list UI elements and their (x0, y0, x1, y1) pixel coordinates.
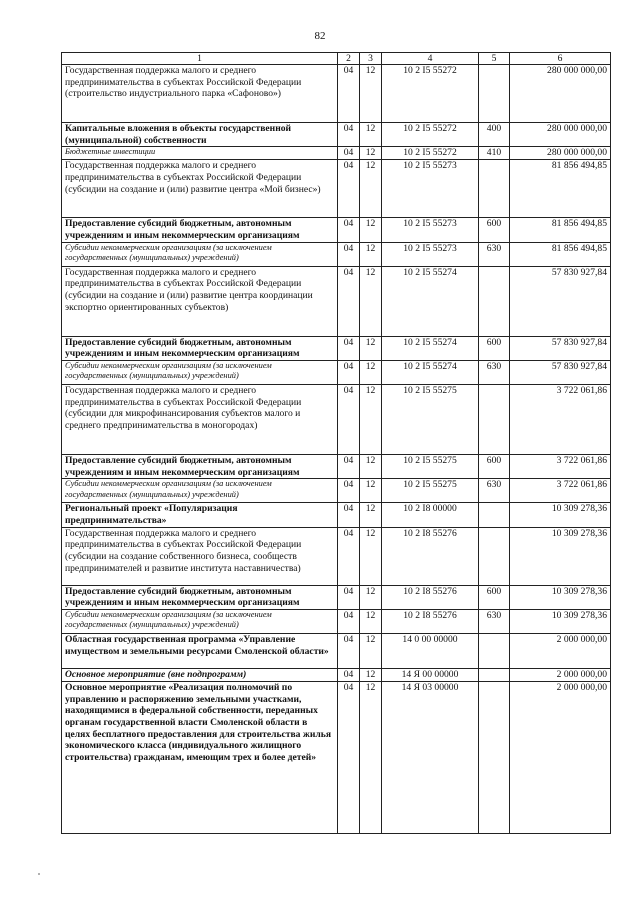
row-section-cell: 04 (338, 585, 360, 609)
row-section-cell: 04 (338, 669, 360, 682)
column-header-3: 3 (360, 53, 382, 65)
column-header-1: 1 (62, 53, 338, 65)
row-name-cell: Предоставление субсидий бюджетным, автономным учреждениям и иным некоммерческим организациям (62, 336, 338, 360)
table-row (62, 669, 611, 682)
row-subsection-cell: 12 (360, 147, 382, 160)
row-amount-cell: 81 856 494,85 (510, 160, 611, 218)
row-target-article-cell: 10 2 I5 55274 (382, 336, 479, 360)
row-target-article-cell: 14 Я 03 00000 (382, 681, 479, 833)
row-amount-cell: 3 722 061,86 (510, 479, 611, 503)
row-subsection-cell: 12 (360, 123, 382, 147)
table-row (62, 218, 611, 242)
row-name-cell: Областная государственная программа «Управление имуществом и земельными ресурсами Смоленской области» (62, 634, 338, 669)
table-row (62, 454, 611, 478)
row-name-cell: Государственная поддержка малого и среднего предпринимательства в субъектах Российской Федерации (субсидии на создание и (или) развитие центра координации экспортно ориентированных субъектов) (62, 266, 338, 336)
row-section-cell: 04 (338, 336, 360, 360)
row-amount-cell: 57 830 927,84 (510, 336, 611, 360)
row-target-article-cell: 10 2 I8 55276 (382, 610, 479, 634)
row-amount-cell: 81 856 494,85 (510, 218, 611, 242)
row-amount-cell: 57 830 927,84 (510, 266, 611, 336)
row-target-article-cell: 10 2 I5 55275 (382, 384, 479, 454)
table-row (62, 610, 611, 634)
row-target-article-cell: 10 2 I5 55273 (382, 218, 479, 242)
row-amount-cell: 3 722 061,86 (510, 454, 611, 478)
budget-table (61, 52, 611, 834)
table-row (62, 585, 611, 609)
row-subsection-cell: 12 (360, 218, 382, 242)
header-row (62, 53, 611, 65)
row-expense-type-cell (479, 503, 510, 527)
table-row (62, 242, 611, 266)
row-section-cell: 04 (338, 266, 360, 336)
row-name-cell: Основное мероприятие (вне подпрограмм) (62, 669, 338, 682)
row-target-article-cell: 10 2 I5 55272 (382, 65, 479, 123)
row-amount-cell: 10 309 278,36 (510, 503, 611, 527)
scan-speck (38, 873, 40, 875)
row-subsection-cell: 12 (360, 681, 382, 833)
row-amount-cell: 81 856 494,85 (510, 242, 611, 266)
row-section-cell: 04 (338, 503, 360, 527)
row-name-cell: Государственная поддержка малого и среднего предпринимательства в субъектах Российской Федерации (субсидии на создание собственного бизнеса, сообществ предпринимателей и развитие института наставничества) (62, 527, 338, 585)
row-name-cell: Региональный проект «Популяризация предпринимательства» (62, 503, 338, 527)
row-expense-type-cell: 400 (479, 123, 510, 147)
row-expense-type-cell (479, 634, 510, 669)
row-expense-type-cell (479, 384, 510, 454)
row-amount-cell: 3 722 061,86 (510, 384, 611, 454)
row-amount-cell: 280 000 000,00 (510, 147, 611, 160)
row-target-article-cell: 10 2 I5 55272 (382, 123, 479, 147)
row-expense-type-cell: 600 (479, 454, 510, 478)
row-target-article-cell: 14 0 00 00000 (382, 634, 479, 669)
row-subsection-cell: 12 (360, 454, 382, 478)
column-header-2: 2 (338, 53, 360, 65)
page-number: 82 (314, 30, 326, 42)
row-expense-type-cell: 600 (479, 585, 510, 609)
row-name-cell: Субсидии некоммерческим организациям (за исключением государственных (муниципальных) учреждений) (62, 479, 338, 503)
row-subsection-cell: 12 (360, 634, 382, 669)
table-row (62, 160, 611, 218)
row-target-article-cell: 10 2 I5 55275 (382, 479, 479, 503)
table-row (62, 360, 611, 384)
row-target-article-cell: 10 2 I5 55275 (382, 454, 479, 478)
row-section-cell: 04 (338, 160, 360, 218)
row-name-cell: Бюджетные инвестиции (62, 147, 338, 160)
table-row (62, 123, 611, 147)
row-section-cell: 04 (338, 527, 360, 585)
row-name-cell: Субсидии некоммерческим организациям (за исключением государственных (муниципальных) учреждений) (62, 610, 338, 634)
row-section-cell: 04 (338, 218, 360, 242)
row-name-cell: Субсидии некоммерческим организациям (за исключением государственных (муниципальных) учреждений) (62, 242, 338, 266)
row-section-cell: 04 (338, 65, 360, 123)
row-subsection-cell: 12 (360, 610, 382, 634)
row-name-cell: Государственная поддержка малого и среднего предпринимательства в субъектах Российской Федерации (строительство индустриального парка «Сафоново») (62, 65, 338, 123)
row-amount-cell: 10 309 278,36 (510, 527, 611, 585)
row-subsection-cell: 12 (360, 65, 382, 123)
row-target-article-cell: 10 2 I5 55274 (382, 360, 479, 384)
row-target-article-cell: 10 2 I8 55276 (382, 585, 479, 609)
table-row (62, 147, 611, 160)
row-subsection-cell: 12 (360, 503, 382, 527)
row-amount-cell: 57 830 927,84 (510, 360, 611, 384)
table-row (62, 527, 611, 585)
row-target-article-cell: 10 2 I5 55274 (382, 266, 479, 336)
table-row (62, 266, 611, 336)
row-subsection-cell: 12 (360, 242, 382, 266)
table-body (62, 65, 611, 834)
row-section-cell: 04 (338, 242, 360, 266)
row-section-cell: 04 (338, 454, 360, 478)
row-target-article-cell: 10 2 I5 55272 (382, 147, 479, 160)
row-target-article-cell: 10 2 I5 55273 (382, 160, 479, 218)
row-subsection-cell: 12 (360, 384, 382, 454)
table-row (62, 634, 611, 669)
row-expense-type-cell: 630 (479, 610, 510, 634)
row-expense-type-cell: 600 (479, 218, 510, 242)
row-amount-cell: 10 309 278,36 (510, 610, 611, 634)
row-section-cell: 04 (338, 479, 360, 503)
table-row (62, 384, 611, 454)
row-amount-cell: 2 000 000,00 (510, 634, 611, 669)
row-amount-cell: 2 000 000,00 (510, 681, 611, 833)
row-target-article-cell: 10 2 I5 55273 (382, 242, 479, 266)
row-section-cell: 04 (338, 634, 360, 669)
row-subsection-cell: 12 (360, 266, 382, 336)
row-section-cell: 04 (338, 681, 360, 833)
row-subsection-cell: 12 (360, 360, 382, 384)
column-header-6: 6 (510, 53, 611, 65)
row-target-article-cell: 10 2 I8 00000 (382, 503, 479, 527)
row-name-cell: Предоставление субсидий бюджетным, автономным учреждениям и иным некоммерческим организациям (62, 585, 338, 609)
row-name-cell: Предоставление субсидий бюджетным, автономным учреждениям и иным некоммерческим организациям (62, 454, 338, 478)
row-target-article-cell: 14 Я 00 00000 (382, 669, 479, 682)
row-section-cell: 04 (338, 147, 360, 160)
column-header-5: 5 (479, 53, 510, 65)
row-subsection-cell: 12 (360, 160, 382, 218)
row-expense-type-cell: 410 (479, 147, 510, 160)
table-row (62, 336, 611, 360)
row-expense-type-cell (479, 669, 510, 682)
row-section-cell: 04 (338, 360, 360, 384)
table-row (62, 65, 611, 123)
row-expense-type-cell: 630 (479, 360, 510, 384)
row-subsection-cell: 12 (360, 479, 382, 503)
row-expense-type-cell (479, 266, 510, 336)
row-expense-type-cell (479, 681, 510, 833)
row-amount-cell: 280 000 000,00 (510, 65, 611, 123)
row-name-cell: Субсидии некоммерческим организациям (за исключением государственных (муниципальных) учреждений) (62, 360, 338, 384)
row-subsection-cell: 12 (360, 669, 382, 682)
row-section-cell: 04 (338, 384, 360, 454)
row-expense-type-cell: 600 (479, 336, 510, 360)
row-subsection-cell: 12 (360, 527, 382, 585)
column-header-4: 4 (382, 53, 479, 65)
row-target-article-cell: 10 2 I8 55276 (382, 527, 479, 585)
table-row (62, 503, 611, 527)
row-amount-cell: 280 000 000,00 (510, 123, 611, 147)
row-expense-type-cell (479, 65, 510, 123)
row-subsection-cell: 12 (360, 585, 382, 609)
row-expense-type-cell: 630 (479, 242, 510, 266)
row-name-cell: Капитальные вложения в объекты государственной (муниципальной) собственности (62, 123, 338, 147)
row-name-cell: Основное мероприятие «Реализация полномочий по управлению и распоряжению земельными участками, находящимися в федеральной собственности, переданных органам государственной власти Смоленской области в целях бесплатного предоставления для строительства жилья экономического класса (индивидуального жилищного строительства) гражданам, имеющим трех и более детей» (62, 681, 338, 833)
table-row (62, 479, 611, 503)
row-amount-cell: 2 000 000,00 (510, 669, 611, 682)
row-name-cell: Государственная поддержка малого и среднего предпринимательства в субъектах Российской Федерации (субсидии для микрофинансирования субъектов малого и среднего предпринимательства в моногородах) (62, 384, 338, 454)
table-row (62, 681, 611, 833)
row-section-cell: 04 (338, 610, 360, 634)
row-name-cell: Предоставление субсидий бюджетным, автономным учреждениям и иным некоммерческим организациям (62, 218, 338, 242)
row-section-cell: 04 (338, 123, 360, 147)
row-name-cell: Государственная поддержка малого и среднего предпринимательства в субъектах Российской Федерации (субсидии на создание и (или) развитие центра «Мой бизнес») (62, 160, 338, 218)
row-expense-type-cell (479, 160, 510, 218)
row-subsection-cell: 12 (360, 336, 382, 360)
row-expense-type-cell (479, 527, 510, 585)
row-expense-type-cell: 630 (479, 479, 510, 503)
row-amount-cell: 10 309 278,36 (510, 585, 611, 609)
